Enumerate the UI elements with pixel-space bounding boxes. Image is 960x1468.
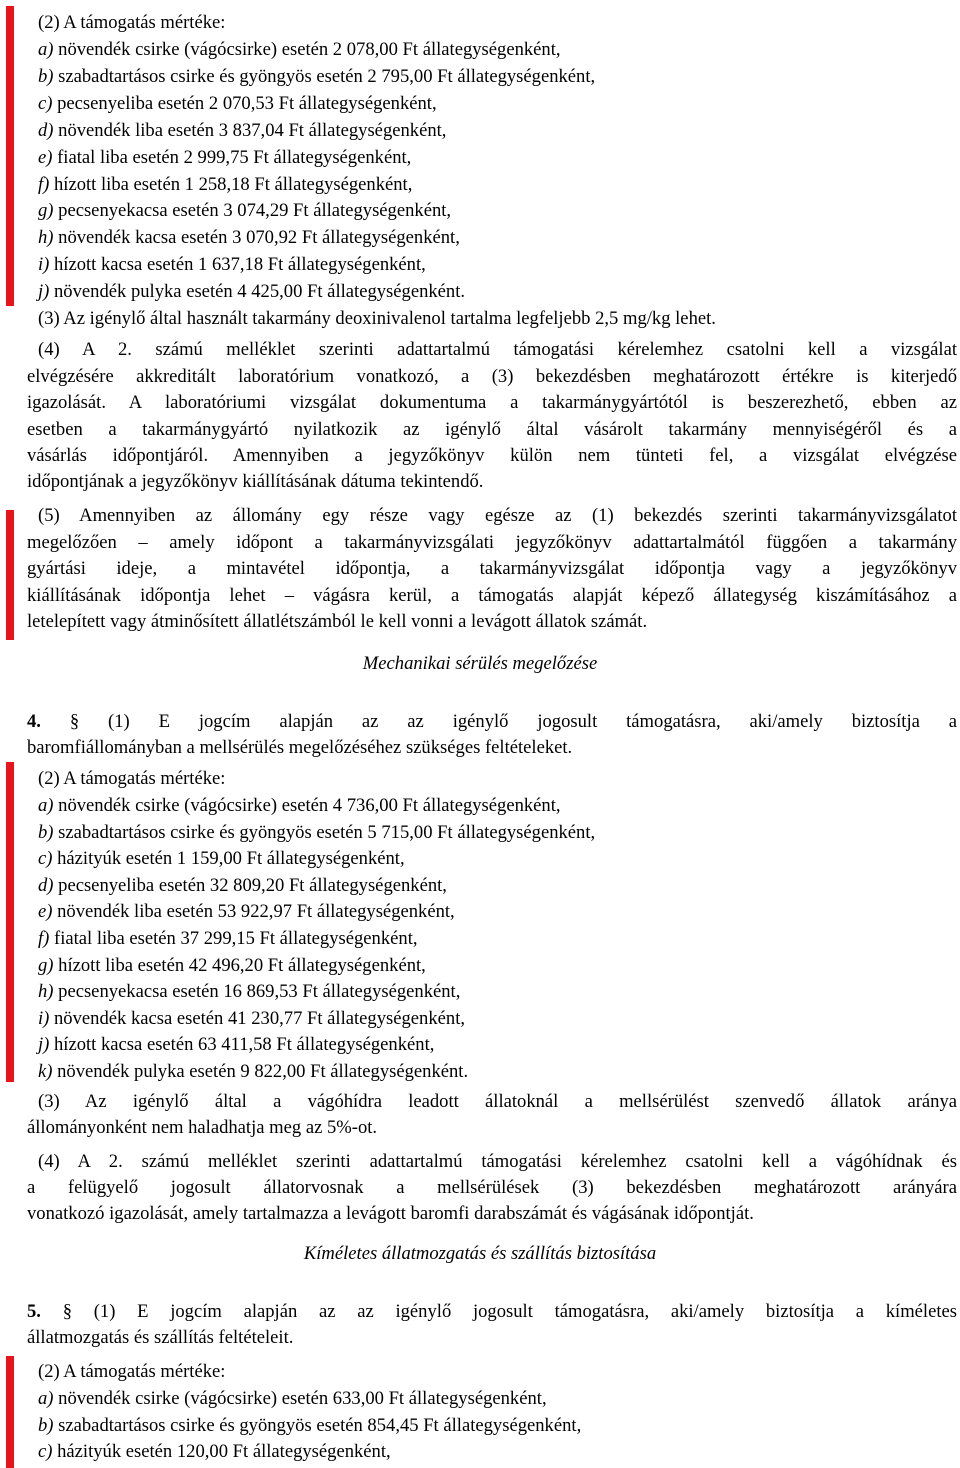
section-5-text: (1) E jogcím alapján az az igénylő jogosult támogatásra, aki/amely biztosítja a kíméletes	[93, 1301, 957, 1322]
section-4-p4-line-2: a felügyelő jogosult állatorvosnak a mellsérülések (3) bekezdésben meghatározott arányára	[27, 1177, 957, 1198]
change-bar-1	[6, 6, 14, 306]
item-text: növendék csirke (vágócsirke) esetén 2 078,00 Ft állategységenként,	[53, 39, 561, 60]
item-text: növendék pulyka esetén 9 822,00 Ft állategységenként.	[52, 1061, 469, 1082]
section-heading-mechanical-injury: Mechanikai sérülés megelőzése	[362, 653, 598, 674]
item-text: szabadtartásos csirke és gyöngyös esetén 854,45 Ft állategységenként,	[53, 1414, 582, 1436]
item-text: szabadtartásos csirke és gyöngyös esetén 2 795,00 Ft állategységenként,	[53, 65, 596, 87]
item-text: szabadtartásos csirke és gyöngyös esetén 5 715,00 Ft állategységenként,	[53, 821, 596, 843]
section-4-number: 4.	[27, 711, 41, 732]
item-letter: a)	[38, 795, 54, 816]
item-text: fiatal liba esetén 37 299,15 Ft állategységenként,	[49, 928, 418, 949]
list-item	[38, 144, 411, 171]
item-text: növendék pulyka esetén 4 425,00 Ft állategységenként.	[49, 281, 466, 303]
list-item	[38, 171, 412, 198]
item-letter: k)	[38, 1061, 53, 1082]
list-item	[38, 1031, 434, 1058]
item-letter: b)	[38, 65, 54, 87]
item-letter: d)	[38, 119, 54, 141]
section-sign: §	[62, 1301, 72, 1322]
list-item	[38, 925, 418, 952]
paragraph-line: esetben a takarmánygyártó nyilatkozik az igénylő által vásárolt takarmány mennyiségéről és a	[27, 418, 957, 440]
list-item	[38, 278, 465, 305]
item-letter: a)	[38, 39, 54, 60]
item-letter: h)	[38, 981, 54, 1003]
item-text: fiatal liba esetén 2 999,75 Ft állategységenként,	[52, 146, 412, 168]
change-bar-3	[6, 762, 14, 1082]
item-text: hízott liba esetén 1 258,18 Ft állategységenként,	[49, 173, 413, 195]
list-item	[38, 845, 405, 872]
item-text: növendék csirke (vágócsirke) esetén 633,00 Ft állategységenként,	[53, 1388, 547, 1409]
item-letter: d)	[38, 874, 54, 896]
item-letter: g)	[38, 954, 54, 976]
list-item	[38, 1412, 581, 1439]
paragraph-line: igazolását. A laboratóriumi vizsgálat dokumentuma a takarmánygyártótól is beszerezhető, ebben az	[27, 392, 957, 413]
item-letter: f)	[38, 173, 50, 195]
item-text: pecsenyekacsa esetén 16 869,53 Ft állategységenként,	[53, 981, 461, 1003]
list-item	[38, 1005, 465, 1032]
item-text: pecsenyekacsa esetén 3 074,29 Ft állategységenként,	[53, 200, 452, 222]
paragraph-3: (3) Az igénylő által használt takarmány deoxinivalenol tartalma legfeljebb 2,5 mg/kg lehet.	[38, 308, 716, 329]
section-4-line-2: baromfiállományban a mellsérülés megelőzéséhez szükséges feltételeket.	[27, 737, 573, 758]
section-4-p3-line-1: (3) Az igénylő által a vágóhídra leadott állatoknál a mellsérülést szenvedő állatok aránya	[38, 1091, 957, 1112]
paragraph-line: (5) Amennyiben az állomány egy része vagy egésze az (1) bekezdés szerinti takarmányvizsgálatot	[38, 505, 957, 526]
item-letter: e)	[38, 901, 53, 923]
item-letter: c)	[38, 92, 53, 114]
list-item	[38, 819, 595, 846]
list-item	[38, 898, 455, 925]
item-text: házityúk esetén 1 159,00 Ft állategységenként,	[52, 848, 405, 870]
item-letter: b)	[38, 1414, 54, 1436]
section-5-line-2: állatmozgatás és szállítás feltételeit.	[27, 1327, 294, 1348]
item-letter: f)	[38, 928, 50, 949]
item-letter: c)	[38, 1441, 53, 1462]
item-text: növendék kacsa esetén 3 070,92 Ft állategységenként,	[53, 227, 460, 249]
section-5-intro: (2) A támogatás mértéke:	[38, 1361, 226, 1382]
section-5-line-1	[27, 1298, 957, 1325]
section-4-intro: (2) A támogatás mértéke:	[38, 768, 226, 789]
item-letter: b)	[38, 821, 54, 843]
support-rate-intro: (2) A támogatás mértéke:	[38, 12, 226, 33]
item-text: növendék liba esetén 3 837,04 Ft állategységenként,	[53, 119, 447, 141]
paragraph-line: kiállításának időpontja lehet – vágásra kerül, a támogatás alapját képező állategység kiszámításához a	[27, 584, 957, 606]
item-text: növendék csirke (vágócsirke) esetén 4 736,00 Ft állategységenként,	[53, 795, 561, 816]
paragraph-line: vásárlás időpontjáról. Amennyiben a jegyzőkönyv külön nem tünteti fel, a vizsgálat elvégzése	[27, 445, 957, 466]
item-text: hízott liba esetén 42 496,20 Ft állategységenként,	[53, 954, 426, 976]
paragraph-line: (4) A 2. számú melléklet szerinti adattartalmú támogatási kérelemhez csatolni kell a vizsgálat	[38, 339, 957, 360]
change-bar-4	[6, 1356, 14, 1468]
list-item	[38, 978, 460, 1005]
change-bar-2	[6, 510, 14, 640]
list-item	[38, 90, 437, 117]
list-item	[38, 197, 451, 224]
item-letter: a)	[38, 1388, 54, 1409]
item-letter: c)	[38, 848, 53, 870]
section-sign: §	[69, 711, 80, 732]
list-item	[38, 1438, 391, 1465]
item-letter: j)	[38, 281, 50, 303]
list-item	[38, 792, 561, 819]
item-text: hízott kacsa esetén 1 637,18 Ft állategységenként,	[49, 254, 426, 276]
list-item	[38, 63, 595, 90]
section-4-p4-line-3: vonatkozó igazolását, amely tartalmazza a levágott baromfi darabszámát és vágásának időpontját.	[27, 1203, 754, 1224]
paragraph-line: megelőzően – amely időpont a takarmányvizsgálati jegyzőkönyv adattartalmától függően a takarmány	[27, 531, 957, 553]
section-heading-gentle-transport: Kíméletes állatmozgatás és szállítás biztosítása	[303, 1243, 657, 1264]
item-text: házityúk esetén 120,00 Ft állategységenként,	[52, 1441, 391, 1462]
section-4-p4-line-1: (4) A 2. számú melléklet szerinti adattartalmú támogatási kérelemhez csatolni kell a vágóhídnak és	[38, 1151, 957, 1172]
item-letter: i)	[38, 1007, 50, 1029]
section-4-text: (1) E jogcím alapján az az igénylő jogosult támogatásra, aki/amely biztosítja a	[108, 711, 957, 732]
item-text: hízott kacsa esetén 63 411,58 Ft állategységenként,	[49, 1034, 435, 1056]
list-item	[38, 36, 561, 63]
item-letter: e)	[38, 146, 53, 168]
list-item	[38, 224, 460, 251]
item-letter: g)	[38, 200, 54, 222]
item-text: pecsenyeliba esetén 2 070,53 Ft állategységenként,	[52, 92, 437, 114]
item-letter: i)	[38, 254, 50, 276]
list-item	[38, 952, 426, 979]
section-4-p3-line-2: állományonként nem haladhatja meg az 5%-ot.	[27, 1117, 378, 1138]
section-4-line-1	[27, 708, 957, 735]
paragraph-line: gyártási ideje, a mintavétel időpontja, a takarmányvizsgálat időpontja vagy a jegyzőkönyv	[27, 558, 957, 579]
item-text: növendék liba esetén 53 922,97 Ft állategységenként,	[52, 901, 455, 923]
paragraph-5-last: letelepített vagy átminősített állatlétszámból le kell vonni a levágott állatok számát.	[27, 611, 648, 632]
list-item	[38, 1058, 468, 1085]
list-item	[38, 1385, 547, 1412]
section-5-number: 5.	[27, 1301, 41, 1322]
item-letter: j)	[38, 1034, 50, 1056]
list-item	[38, 251, 426, 278]
item-text: növendék kacsa esetén 41 230,77 Ft állategységenként,	[49, 1007, 466, 1029]
list-item	[38, 872, 447, 899]
paragraph-line: elvégzésére akkreditált laboratórium vonatkozó, a (3) bekezdésben meghatározott értékre is kiterjedő	[27, 365, 957, 387]
item-letter: h)	[38, 227, 54, 249]
paragraph-4-last: időpontjának a jegyzőkönyv kiállításának dátuma tekintendő.	[27, 471, 484, 492]
list-item	[38, 117, 446, 144]
item-text: pecsenyeliba esetén 32 809,20 Ft állategységenként,	[53, 874, 447, 896]
